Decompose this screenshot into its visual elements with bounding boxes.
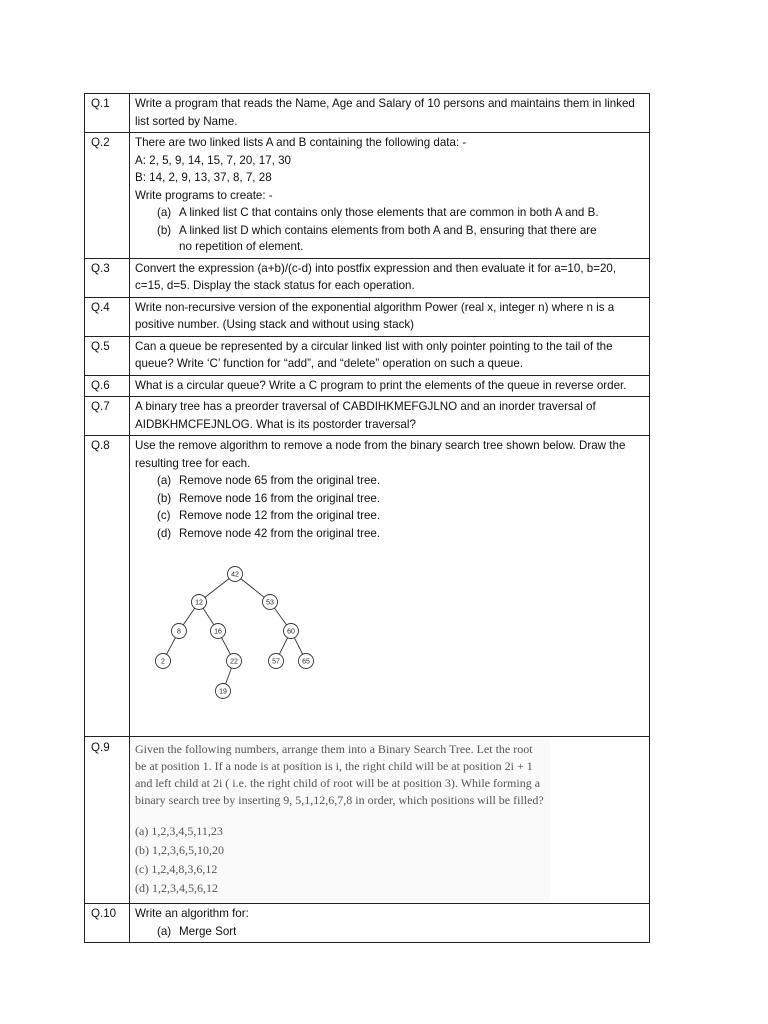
question-number: Q.10: [85, 904, 130, 943]
question-line: B: 14, 2, 9, 13, 37, 8, 7, 28: [135, 171, 272, 184]
question-text: [130, 336, 650, 375]
sub-label: (a): [157, 474, 172, 487]
question-line: Write programs to create: -: [135, 188, 273, 202]
question-number: Q.8: [85, 436, 130, 737]
question-line: Write an algorithm for:: [135, 907, 249, 920]
sub-label: (a): [157, 924, 172, 938]
question-number: Q.5: [85, 336, 130, 375]
question-number: Q.7: [85, 397, 130, 436]
sub-question: [135, 204, 644, 222]
question-line: Write non-recursive version of the exponential algorithm Power (real x, integer n) where n is a positive number. (Using stack and without using stack): [135, 300, 615, 331]
answer-option: (b) 1,2,3,6,5,10,20: [135, 843, 224, 857]
question-row-10: [85, 904, 650, 943]
question-row-2: [85, 133, 650, 259]
questions-table: [84, 93, 650, 943]
sub-text: Remove node 42 from the original tree.: [179, 526, 381, 540]
question-number: Q.9: [85, 737, 130, 904]
question-row-7: [85, 397, 650, 436]
question-number: Q.3: [85, 258, 130, 297]
question-line: There are two linked lists A and B containing the following data: -: [135, 136, 467, 149]
tree-node-label: 65: [302, 658, 310, 666]
tree-node-label: 57: [272, 658, 280, 666]
sub-question: [135, 472, 644, 490]
sub-text: A linked list C that contains only those elements that are common in both A and B.: [179, 206, 599, 219]
question-text: [130, 94, 650, 133]
question-text: [130, 737, 650, 904]
answer-option: (d) 1,2,3,4,5,6,12: [135, 881, 218, 895]
question-line: Use the remove algorithm to remove a node from the binary search tree shown below. Draw the resulting tree for each.: [135, 439, 626, 470]
question-line: A: 2, 5, 9, 14, 15, 7, 20, 17, 30: [135, 153, 291, 167]
tree-node-label: 12: [195, 599, 203, 607]
answer-option: (a) 1,2,3,4,5,11,23: [135, 824, 223, 838]
sub-question: [135, 222, 644, 240]
question-text: [130, 133, 650, 259]
sub-text: Remove node 65 from the original tree.: [179, 474, 381, 487]
question-number: Q.4: [85, 297, 130, 336]
question-text: [130, 436, 650, 737]
question-text: [130, 397, 650, 436]
question-line: What is a circular queue? Write a C program to print the elements of the queue in reverse order.: [135, 378, 627, 392]
tree-node-label: 2: [161, 658, 165, 666]
tree-node-label: 8: [177, 628, 181, 636]
sub-label: (a): [157, 206, 172, 219]
question-text: [130, 375, 650, 397]
question-text: [130, 297, 650, 336]
tree-node-label: 22: [230, 658, 238, 666]
tree-node-label: 19: [219, 688, 227, 696]
tree-node-label: 42: [231, 571, 239, 579]
bst-diagram: [141, 558, 341, 730]
sub-label: (d): [157, 526, 172, 540]
question-number: Q.1: [85, 94, 130, 133]
question-row-9: [85, 737, 650, 904]
question-text: [130, 258, 650, 297]
sub-text-continued: no repetition of element.: [179, 240, 304, 253]
sub-question: [135, 507, 644, 525]
answer-option: (c) 1,2,4,8,3,6,12: [135, 862, 218, 876]
tree-node-label: 53: [266, 599, 274, 607]
question-sheet: [84, 93, 650, 943]
sub-text: Remove node 16 from the original tree.: [179, 491, 381, 505]
question-row-4: [85, 297, 650, 336]
question-row-3: [85, 258, 650, 297]
question-number: Q.2: [85, 133, 130, 259]
question-line: Given the following numbers, arrange them into a Binary Search Tree. Let the root be at position 1. If a node is at position is i, the right child will be at position 2i + 1 and left child at 2i ( i.e. the right child of root will be at position 3). While forming a binary search tree by inserting 9, 5,1,12,6,7,8 in order, which positions will be filled?: [135, 742, 544, 807]
question-row-1: [85, 94, 650, 133]
question-number: Q.6: [85, 375, 130, 397]
tree-node-label: 60: [287, 628, 295, 636]
question-row-8: [85, 436, 650, 737]
sub-text: Remove node 12 from the original tree.: [179, 509, 381, 522]
question-line: Convert the expression (a+b)/(c-d) into postfix expression and then evaluate it for a=10, b=20, c=15, d=5. Display the stack status for each operation.: [135, 261, 617, 292]
question-image-text: [130, 739, 550, 901]
sub-label: (b): [157, 223, 172, 237]
tree-node-label: 16: [214, 628, 222, 636]
sub-text: A linked list D which contains elements from both A and B, ensuring that there are: [179, 223, 597, 237]
sub-question: [135, 525, 644, 543]
sub-label: (b): [157, 491, 172, 505]
sub-question: [135, 923, 644, 941]
question-row-5: [85, 336, 650, 375]
question-line: A binary tree has a preorder traversal of CABDIHKMEFGJLNO and an inorder traversal of AIDBKHMCFEJNLOG. What is its postorder traversal?: [135, 400, 596, 431]
question-text: [130, 904, 650, 943]
question-line: Write a program that reads the Name, Age and Salary of 10 persons and maintains them in linked list sorted by Name.: [135, 97, 635, 128]
sub-text: Merge Sort: [179, 924, 237, 938]
sub-label: (c): [157, 509, 171, 522]
question-line: Can a queue be represented by a circular linked list with only pointer pointing to the tail of the queue? Write ‘C’ function for “add”, and “delete” operation on such a queue.: [135, 339, 613, 370]
question-row-6: [85, 375, 650, 397]
sub-question: [135, 490, 644, 508]
